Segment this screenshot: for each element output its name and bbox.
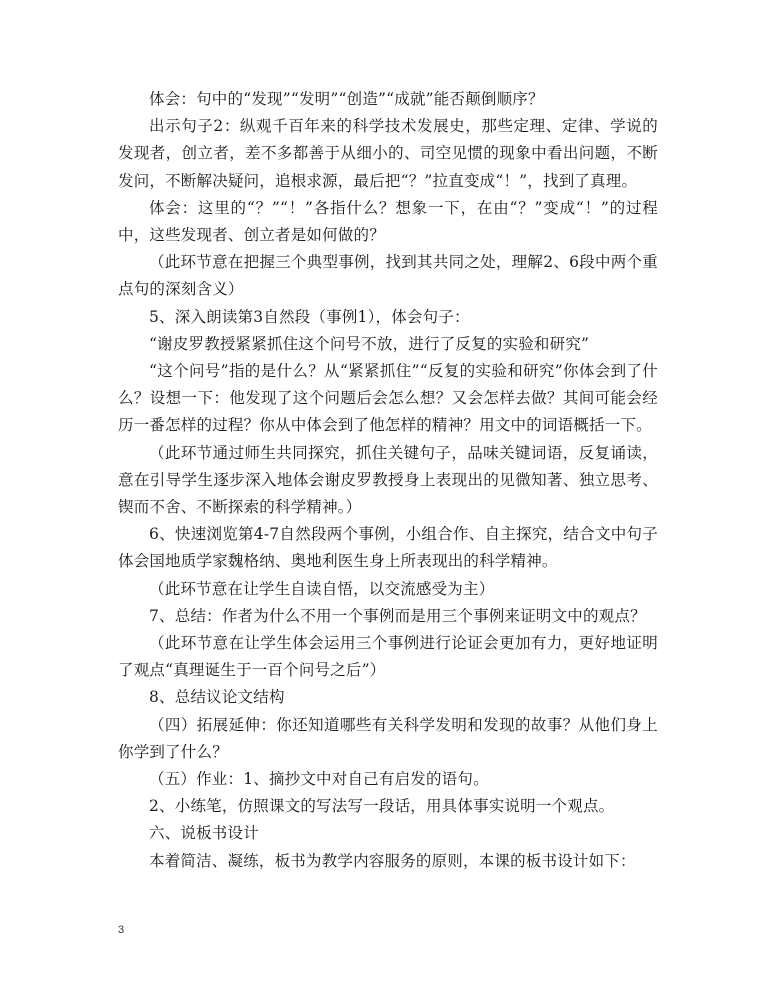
- paragraph: 体会：这里的“？”“！”各指什么？想象一下，在由“？”变成“！”的过程中，这些发现者、创立者是如何做的？: [118, 198, 658, 245]
- paragraph: （此环节意在让学生自读自悟，以交流感受为主）: [149, 579, 495, 598]
- paragraph: 体会：句中的“发现”“发明”“创造”“成就”能否颠倒顺序？: [149, 90, 544, 108]
- paragraph: 8、总结议论文结构: [149, 688, 285, 707]
- paragraph: 六、说板书设计: [149, 824, 259, 843]
- paragraph: （此环节意在让学生体会运用三个事例进行论证会更加有力，更好地证明了观点“真理诞生于一百个问号之后”）: [118, 634, 658, 680]
- paragraph: 6、快速浏览第4-7自然段两个事例，小组合作、自主探究，结合文中句子体会国地质学家魏格纳、奥地利医生身上所表现出的科学精神。: [118, 525, 658, 571]
- paragraph: （五）作业：1、摘抄文中对自己有启发的语句。: [149, 770, 489, 789]
- paragraph: （此环节通过师生共同探究，抓住关键句子，品味关键词语，反复诵读，意在引导学生逐步深入地体会谢皮罗教授身上表现出的见微知著、独立思考、锲而不舍、不断探索的科学精神。）: [118, 443, 658, 517]
- page-number: 3: [118, 924, 125, 936]
- paragraph: （此环节意在把握三个典型事例，找到其共同之处，理解2、6段中两个重点句的深刻含义）: [118, 253, 658, 299]
- paragraph: 出示句子2：纵观千百年来的科学技术发展史，那些定理、定律、学说的发现者，创立者，差不多都善于从细小的、司空见惯的现象中看出问题，不断发问，不断解决疑问，追根求源，最后把“？”拉直变成“！”，找到了真理。: [118, 117, 658, 190]
- paragraph: 2、小练笔，仿照课文的写法写一段话，用具体事实说明一个观点。: [149, 797, 615, 816]
- paragraph: “谢皮罗教授紧紧抓住这个问号不放，进行了反复的实验和研究”: [149, 334, 590, 353]
- paragraph: 5、深入朗读第3自然段（事例1），体会句子：: [149, 307, 470, 326]
- document-body: [118, 86, 658, 875]
- paragraph: 7、总结：作者为什么不用一个事例而是用三个事例来证明文中的观点？: [149, 606, 646, 625]
- paragraph: （四）拓展延伸：你还知道哪些有关科学发明和发现的故事？从他们身上你学到了什么？: [118, 715, 658, 761]
- paragraph: “这个问号”指的是什么？从“紧紧抓住”“反复的实验和研究”你体会到了什么？设想一下：他发现了这个问题后会怎么想？又会怎样去做？其间可能会经历一番怎样的过程？你从中体会到了他怎样的精神？用文中的词语概括一下。: [118, 362, 658, 435]
- paragraph: 本着简洁、凝练，板书为教学内容服务的原则，本课的板书设计如下：: [149, 851, 636, 870]
